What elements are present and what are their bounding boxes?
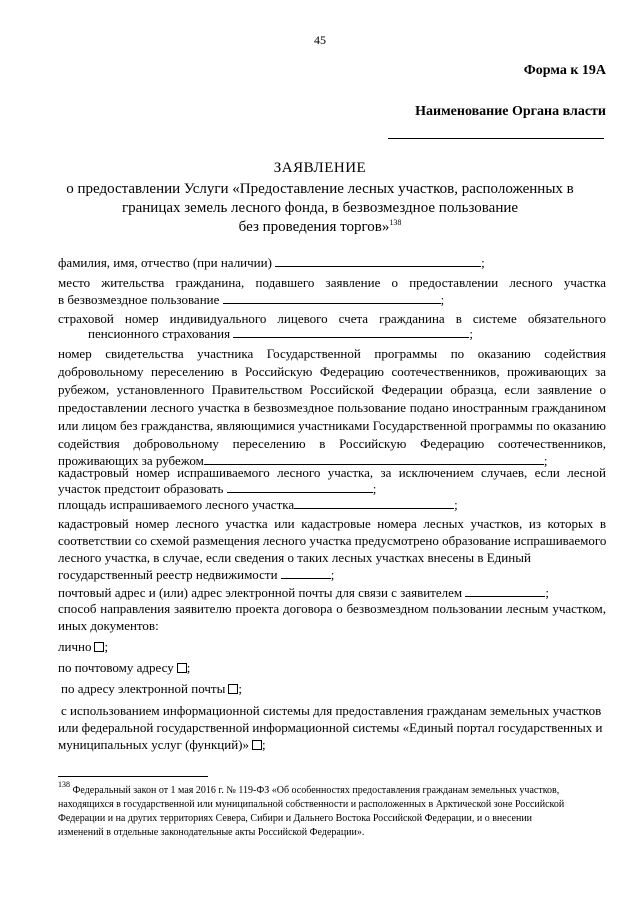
snils-row: пенсионного страхования ; — [88, 326, 473, 341]
title-line-3 — [0, 219, 640, 236]
snils-label: пенсионного страхования — [88, 326, 231, 341]
option-portal-row: муниципальных услуг (функций)» ; — [58, 737, 266, 752]
residence-label: в безвозмездное пользование — [58, 292, 220, 307]
fio-row: фамилия, имя, отчество (при наличии) ; — [58, 255, 485, 270]
option-portal-line-1: с использованием информационной системы для предоставления гражданам земельных участков — [61, 703, 602, 718]
certificate-label: проживающих за рубежом — [58, 453, 204, 468]
option-portal-label: муниципальных услуг (функций)» — [58, 737, 249, 752]
title-line-1: о предоставлении Услуги «Предоставление лесных участков, расположенных в — [66, 181, 574, 197]
residence-row: в безвозмездное пользование ; — [58, 292, 445, 307]
area-row: площадь испрашиваемого лесного участка ; — [58, 497, 458, 512]
authority-blank-line[interactable] — [388, 138, 604, 139]
option-personal: лично ; — [58, 639, 109, 654]
cadastral-line-1: кадастровый номер испрашиваемого лесного участка, за исключением случаев, если лесной — [58, 465, 606, 480]
cadastral-field[interactable] — [227, 482, 373, 493]
footnote-number: 138 — [58, 780, 70, 789]
source-parcels-row: государственный реестр недвижимости ; — [58, 567, 335, 582]
page-number: 45 — [314, 33, 326, 47]
fio-label: фамилия, имя, отчество (при наличии) — [58, 255, 272, 270]
certificate-line-4: предоставлении лесного участка в безвозмездное пользование подано иностранным гражданином — [58, 400, 606, 415]
document-heading: ЗАЯВЛЕНИЕ — [273, 160, 367, 176]
address-row: почтовый адрес и (или) адрес электронной почты для связи с заявителем ; — [58, 585, 549, 600]
certificate-row: проживающих за рубежом ; — [58, 453, 548, 468]
source-parcels-field[interactable] — [281, 568, 331, 579]
certificate-field[interactable] — [204, 454, 544, 465]
option-personal-checkbox[interactable] — [94, 642, 104, 652]
address-field[interactable] — [465, 586, 545, 597]
footnote-line-3: Федерации и на других территориях Севера, Сибири и Дальнего Востока Российской Федерации, и о внесении — [58, 813, 533, 824]
form-label: Форма к 19А — [523, 63, 606, 78]
footnote-line-2: находящихся в государственной или муниципальной собственности и расположенных в Арктической зоне Российской — [58, 799, 565, 810]
title-line-3-text: без проведения торгов» — [238, 219, 390, 235]
delivery-method-line-2: иных документов: — [58, 618, 159, 633]
residence-line-1: место жительства гражданина, подавшего заявление о предоставлении лесного участка — [58, 275, 606, 290]
snils-line-1: страховой номер индивидуального лицевого счета гражданина в системе обязательного — [58, 311, 606, 326]
cadastral-label: участок предстоит образовать — [58, 481, 224, 496]
option-portal-line-2: или федеральной государственной информационной системы «Единый портал государственных и — [58, 720, 603, 735]
source-parcels-line-3: лесного участка, в случае, если сведения о таких лесных участках внесены в Единый — [58, 550, 531, 565]
fio-field[interactable] — [275, 256, 481, 267]
option-email: по адресу электронной почты ; — [61, 681, 242, 696]
title-line-2: границах земель лесного фонда, в безвозмездное пользование — [121, 200, 519, 216]
certificate-line-1: номер свидетельства участника Государственной программы по оказанию содействия — [58, 346, 606, 361]
option-email-label: по адресу электронной почты — [61, 681, 226, 696]
option-post-checkbox[interactable] — [177, 663, 187, 673]
option-email-checkbox[interactable] — [228, 684, 238, 694]
certificate-line-3: рубежом, установленного Правительством Российской Федерации образца, если заявление о — [58, 382, 606, 397]
option-portal-checkbox[interactable] — [252, 740, 262, 750]
delivery-method-line-1: способ направления заявителю проекта договора о безвозмездном пользовании лесным участком, — [58, 601, 606, 616]
option-post-label: по почтовому адресу — [58, 660, 174, 675]
option-personal-label: лично — [58, 639, 92, 654]
source-parcels-label: государственный реестр недвижимости — [58, 567, 278, 582]
certificate-line-6: содействия добровольному переселению в Российскую Федерацию соотечественников, — [58, 436, 606, 451]
option-post: по почтовому адресу ; — [58, 660, 191, 675]
source-parcels-line-1: кадастровый номер лесного участка или кадастровые номера лесных участков, из которых в — [58, 516, 606, 531]
footnote-line-1 — [58, 780, 606, 797]
certificate-line-2: добровольному переселению в Российскую Федерацию соотечественников, проживающих за — [58, 364, 606, 379]
footnote-line-4: изменений в отдельные законодательные акты Российской Федерации». — [58, 827, 365, 838]
snils-field[interactable] — [233, 327, 469, 338]
footnote-text-1: Федеральный закон от 1 мая 2016 г. № 119-ФЗ «Об особенностях предоставления гражданам земельных участков, — [72, 785, 560, 796]
certificate-line-5: или лицом без гражданства, являющимися участниками Государственной программы по оказанию — [58, 418, 606, 433]
authority-label: Наименование Органа власти — [415, 104, 606, 119]
address-label: почтовый адрес и (или) адрес электронной почты для связи с заявителем — [58, 585, 463, 600]
footnote-reference: 138 — [389, 218, 402, 227]
cadastral-row: участок предстоит образовать ; — [58, 481, 377, 496]
area-field[interactable] — [294, 498, 454, 509]
source-parcels-line-2: соответствии со схемой размещения лесного участка предусмотрено образование испрашиваемого — [58, 533, 607, 548]
residence-field[interactable] — [223, 293, 441, 304]
area-label: площадь испрашиваемого лесного участка — [58, 497, 295, 512]
footnote-separator — [58, 776, 208, 777]
